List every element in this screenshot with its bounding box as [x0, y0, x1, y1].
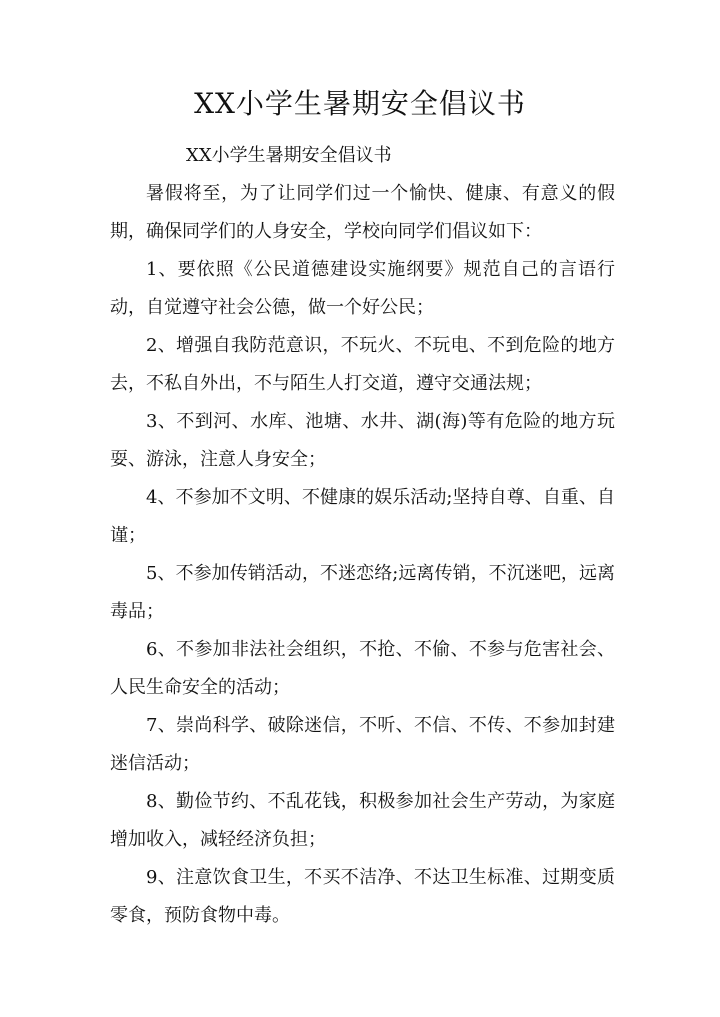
paragraph-intro: 暑假将至，为了让同学们过一个愉快、健康、有意义的假期，确保同学们的人身安全，学校向同学们倡议如下： — [110, 183, 615, 242]
document-body — [110, 175, 615, 935]
document-title: XX小学生暑期安全倡议书 — [194, 87, 526, 120]
document-subtitle: XX小学生暑期安全倡议书 — [186, 145, 392, 166]
paragraph-item-9: 9、注意饮食卫生，不买不洁净、不达卫生标准、过期变质零食，预防食物中毒。 — [110, 867, 615, 926]
paragraph-item-1: 1、要依照《公民道德建设实施纲要》规范自己的言语行动，自觉遵守社会公德，做一个好公民； — [110, 259, 615, 318]
paragraph-item-2: 2、增强自我防范意识，不玩火、不玩电、不到危险的地方去，不私自外出，不与陌生人打交道，遵守交通法规； — [110, 335, 615, 394]
paragraph-item-8: 8、勤俭节约、不乱花钱，积极参加社会生产劳动，为家庭增加收入，减轻经济负担； — [110, 791, 615, 850]
paragraph-item-4: 4、不参加不文明、不健康的娱乐活动;坚持自尊、自重、自谨； — [110, 487, 615, 546]
paragraph-item-3: 3、不到河、水库、池塘、水井、湖(海)等有危险的地方玩耍、游泳，注意人身安全； — [110, 411, 615, 470]
paragraph-item-6: 6、不参加非法社会组织，不抢、不偷、不参与危害社会、人民生命安全的活动； — [110, 639, 615, 698]
paragraph-item-5: 5、不参加传销活动，不迷恋络;远离传销，不沉迷吧，远离毒品； — [110, 563, 615, 622]
paragraph-item-7: 7、崇尚科学、破除迷信，不听、不信、不传、不参加封建迷信活动； — [110, 715, 615, 774]
